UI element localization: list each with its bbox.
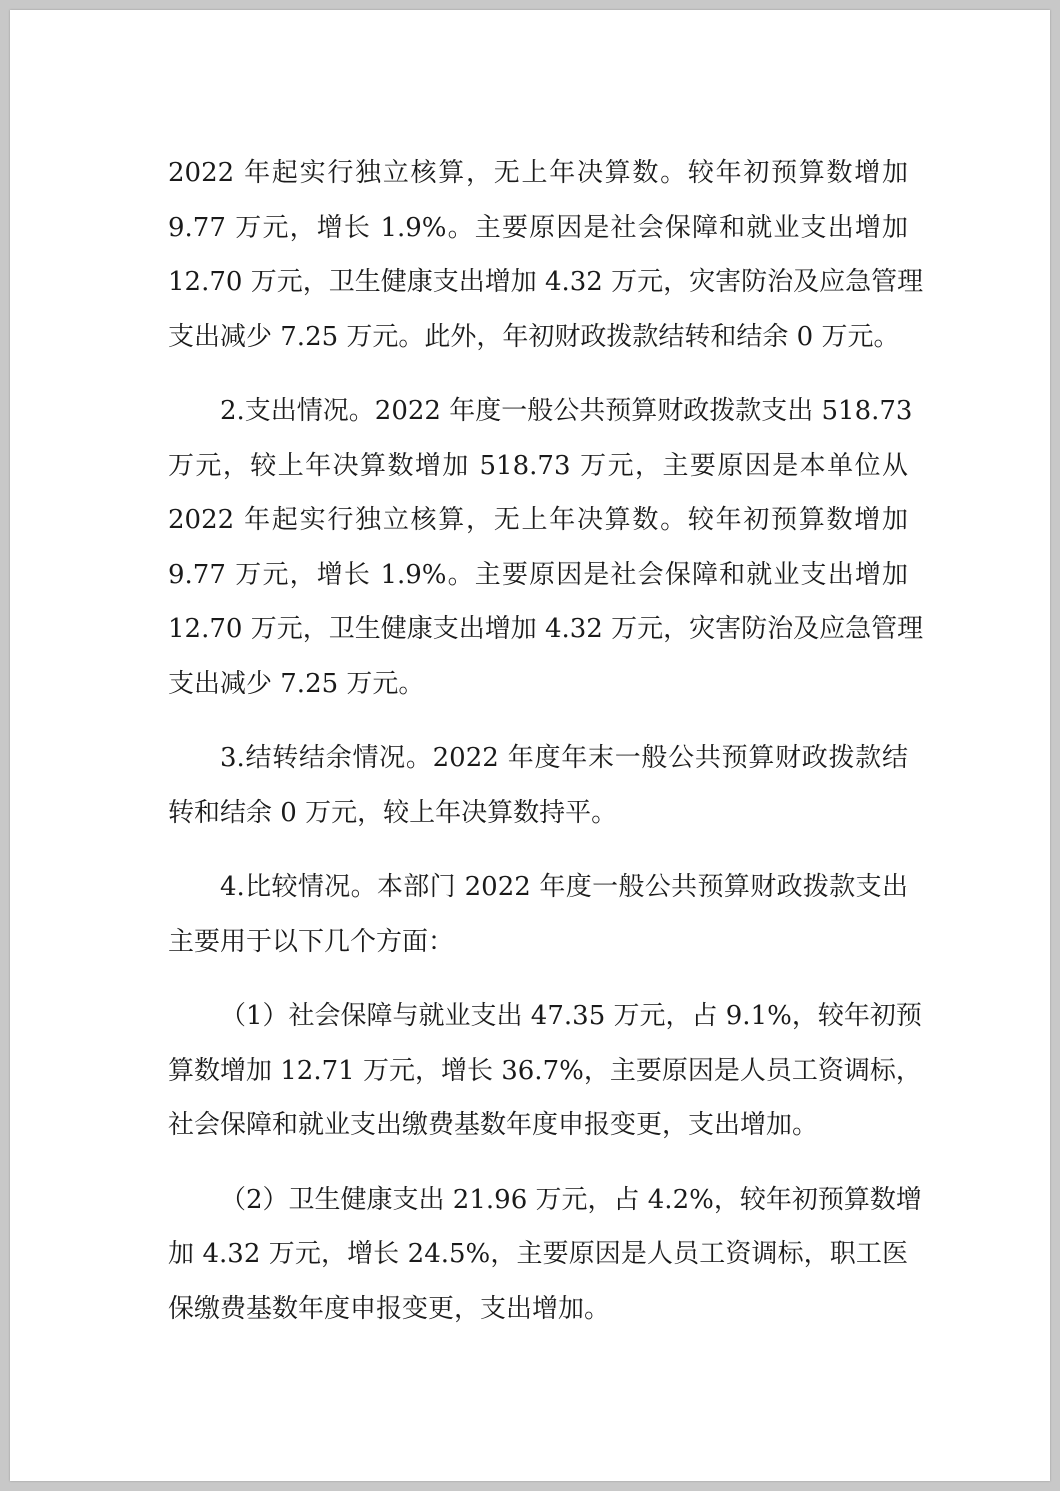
document-page <box>10 10 1050 1481</box>
paragraph-carryover <box>168 731 908 840</box>
text-line: 社会保障和就业支出缴费基数年度申报变更，支出增加。 <box>168 1110 819 1140</box>
paragraph-item-1 <box>168 989 922 1153</box>
text-line: 9.77 万元，增长 1.9%。主要原因是社会保障和就业支出增加 <box>168 559 908 590</box>
text-line: 2022 年起实行独立核算，无上年决算数。较年初预算数增加 <box>168 158 908 188</box>
text-line: 算数增加 12.71 万元，增长 36.7%，主要原因是人员工资调标， <box>168 1055 922 1086</box>
document-body <box>168 146 924 1356</box>
text-line: 支出减少 7.25 万元。此外，年初财政拨款结转和结余 0 万元。 <box>168 321 900 352</box>
text-line: 2.支出情况。2022 年度一般公共预算财政拨款支出 518.73 <box>220 396 913 426</box>
text-line: 9.77 万元，增长 1.9%。主要原因是社会保障和就业支出增加 <box>168 212 908 243</box>
text-line: （2）卫生健康支出 21.96 万元，占 4.2%，较年初预算数增 <box>220 1184 922 1215</box>
text-line: 2022 年起实行独立核算，无上年决算数。较年初预算数增加 <box>168 505 908 535</box>
text-line: 支出减少 7.25 万元。 <box>168 668 425 699</box>
paragraph-expenditure <box>168 384 924 711</box>
text-line: （1）社会保障与就业支出 47.35 万元，占 9.1%，较年初预 <box>220 1001 922 1031</box>
text-line: 3.结转结余情况。2022 年度年末一般公共预算财政拨款结 <box>220 743 908 773</box>
text-line: 万元，较上年决算数增加 518.73 万元，主要原因是本单位从 <box>168 450 908 481</box>
text-line: 12.70 万元，卫生健康支出增加 4.32 万元，灾害防治及应急管理 <box>168 614 924 644</box>
text-line: 转和结余 0 万元，较上年决算数持平。 <box>168 797 618 828</box>
paragraph-comparison <box>168 860 908 969</box>
text-line: 加 4.32 万元，增长 24.5%，主要原因是人员工资调标，职工医 <box>168 1239 908 1269</box>
text-line: 12.70 万元，卫生健康支出增加 4.32 万元，灾害防治及应急管理 <box>168 267 924 297</box>
text-line: 4.比较情况。本部门 2022 年度一般公共预算财政拨款支出 <box>220 872 908 902</box>
paragraph-continued <box>168 146 924 364</box>
text-line: 保缴费基数年度申报变更，支出增加。 <box>168 1293 611 1324</box>
paragraph-item-2 <box>168 1173 922 1337</box>
text-line: 主要用于以下几个方面： <box>168 926 455 957</box>
